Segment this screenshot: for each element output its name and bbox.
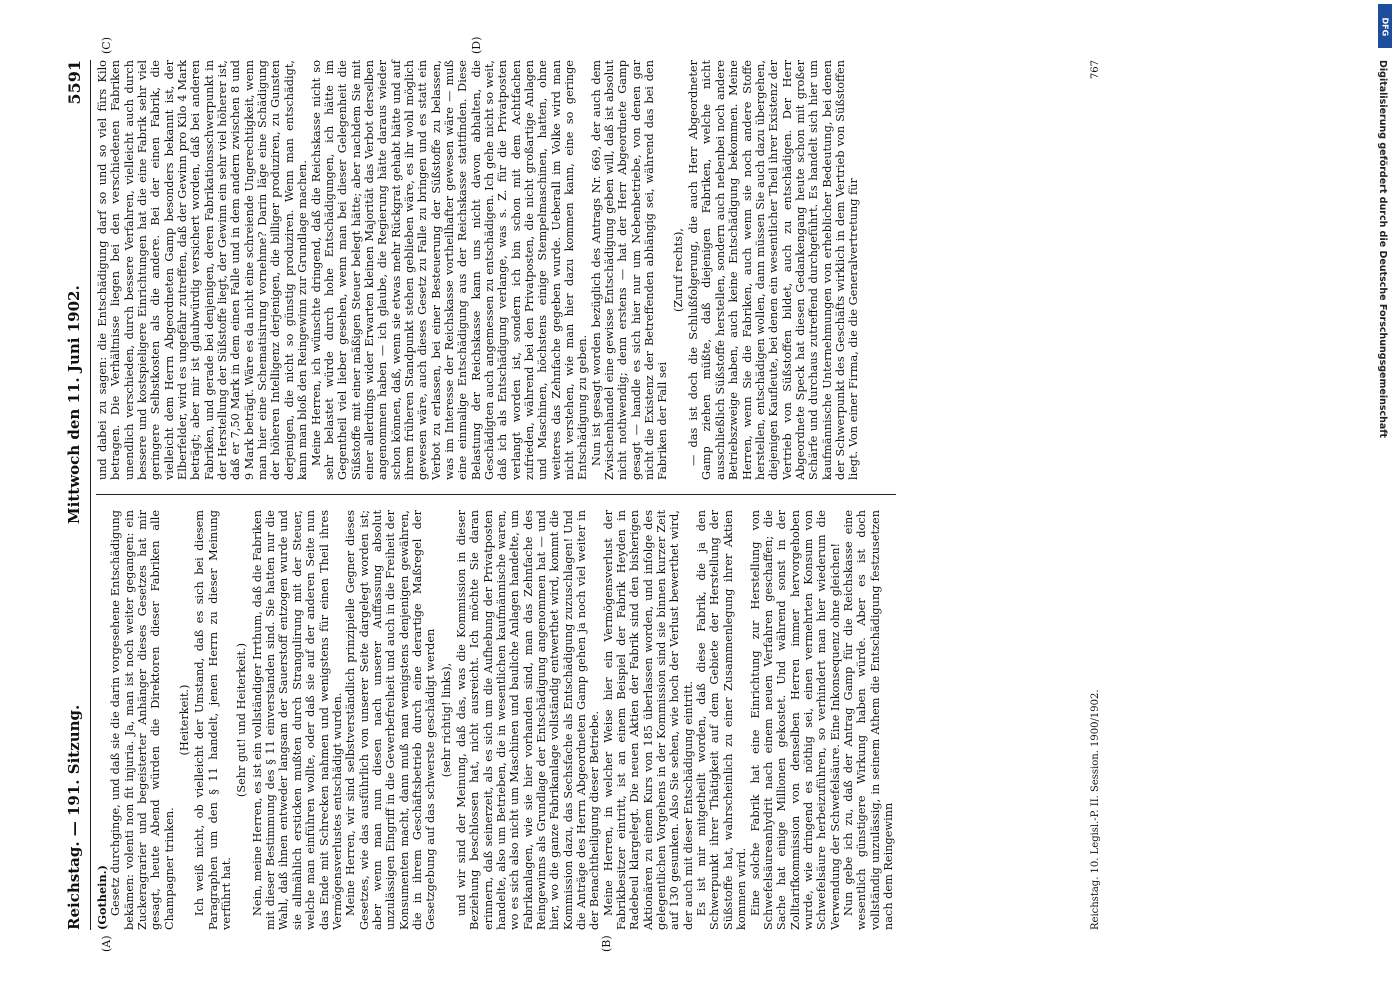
margin-marker-a: (A): [100, 935, 113, 952]
paragraph: Meine Herren, wir sind selbstverständlich prinzipielle Gegner dieses Gesetzes, wie das ausführlich von unserer Seite dargelegt worden ist; aber wenn man nun diesen nach unserer Auffassung absolut unzulässigen Eingriff in die Gewerbefreiheit und auch in die Freiheit der Konsumenten macht, dann muß man wenigstens denjenigen gewähren, die in ihrem Geschäftsbetrieb durch eine derartige Maßregel der Gesetzgebung auf das schwerste geschädigt werden: [344, 510, 438, 930]
paragraph: Nein, meine Herren, es ist ein vollständiger Irrthum, daß die Fabriken mit dieser Bestimmung des § 11 einverstanden sind. Sie hatten nur die Wahl, daß ihnen entweder langsam der Sauerstoff entzogen wurde und sie allmählich ersticken mußten durch Strangulirung mit der Steuer, welche man einführen wollte, oder daß sie auf der anderen Seite nun das Ende mit Schrecken nahmen und wenigstens für einen Theil ihres Vermögensverlustes entschädigt wurden.: [250, 510, 344, 930]
footer-number: 767: [1090, 60, 1101, 80]
paragraph: Meine Herren, in welcher Weise hier ein Vermögensverlust der Fabrikbesitzer eintritt, ist an einem Beispiel der Fabrik Heyden in Radebeul klargelegt. Die neuen Aktien der Fabrik sind den bisherigen Aktionären zu einem Kurs von 185 überlassen worden, und infolge des gelegentlichen Vorgehens in der Kommission sind sie binnen kurzer Zeit auf 130 gesunken. Also Sie sehen, wie hoch der Verlust bewerthet wird, der auch mit dieser Entschädigung eintritt.: [601, 510, 695, 930]
margin-marker-d: (D): [470, 36, 483, 54]
footer-session: Reichstag. 10. Legisl.-P. II. Session. 1900/1902.: [1090, 689, 1101, 930]
interjection: (Sehr gut! und Heiterkeit.): [235, 642, 249, 798]
paragraph: und dabei zu sagen: die Entschädigung darf so und so viel fürs Kilo betragen. Die Verhältnisse liegen bei den verschiedenen Fabriken unendlich verschieden, durch bessere Verfahren, vielleicht auch durch bessere und kostspieligere Einrichtungen hat die eine Fabrik sehr viel geringere Selbstkosten als die andere. Bei der einen Fabrik, die vielleicht dem Herrn Abgeordneten Gamp besonders bekannt ist, der Elberfelder, wird es ungefähr zutreffen, daß der Gewinn pro Kilo 4 Mark beträgt; aber mir ist glaubwürdig versichert worden, daß bei anderen Fabriken, und gerade bei denjenigen, deren Fabrikationsschwerpunkt in der Herstellung der Süßstoffe liegt, der Gewinn ein sehr viel höherer ist, daß er 7,50 Mark in dem einen Falle und in dem andern zwischen 8 und 9 Mark beträgt. Wäre es da nicht eine schreiende Ungerechtigkeit, wenn man hier eine Schematisirung vornehme? Darin läge eine Schädigung der höheren Intelligenz derjenigen, die billiger produziren, zu Gunsten derjenigen, die nicht so günstig produziren. Wenn man entschädigt, kann man bloß den Reingewinn zur Grundlage machen.: [96, 60, 310, 480]
left-column: [96, 510, 895, 930]
header-rule: [90, 60, 91, 930]
header-date: Mittwoch den 11. Juni 1902.: [65, 285, 83, 524]
margin-marker-b: (B): [600, 935, 613, 952]
paragraph: Eine solche Fabrik hat eine Einrichtung zur Herstellung von Schwefelsäureanhydrit nach einem neuen Verfahren geschaffen; die Sache hat einige Millionen gekostet. Und während sonst in der Zolltarifkommission von denselben Herren immer hervorgehoben wurde, wie dringend es nöthig sei, einen vermehrten Konsum von Schwefelsäure herbeizuführen, so verhindert man hier wiederum die Verwendung der Schwefelsäure. Eine Inkonsequenz ohne gleichen!: [748, 510, 842, 930]
header-left: Reichstag. — 191. Sitzung.: [65, 704, 83, 930]
column-divider: [96, 494, 896, 495]
paragraph: Ich weiß nicht, ob vielleicht der Umstand, daß es sich bei diesem Paragraphen um den § 11 handelt, jenen Herrn zu dieser Meinung verführt hat.: [193, 510, 234, 930]
page-number: 5591: [64, 60, 84, 105]
dfg-logo-text: DFG: [1380, 17, 1390, 37]
margin-marker-c: (C): [100, 37, 113, 54]
paragraph: Meine Herren, ich wünschte dringend, daß die Reichskasse nicht so sehr belastet würde durch hohe Entschädigungen, ich hätte im Gegentheil viel lieber gesehen, wenn man bei dieser Gelegenheit die Süßstoffe mit einer mäßigen Steuer belegt hätte; aber nachdem Sie mit einer allerdings wider Erwarten kleinen Majorität das Verbot derselben angenommen haben — ich glaube, die Regierung hätte daraus wieder schon können, daß, wenn sie etwas mehr Rückgrat gehabt hätte und auf ihrem früheren Standpunkt stehen geblieben wäre, es ihr wohl möglich gewesen wäre, auch dieses Gesetz zu Falle zu bringen und es statt ein Verbot zu erlassen, bei einer Besteuerung der Süßstoffe zu belassen, was im Interesse der Reichskasse vortheilhafter gewesen wäre — muß eine einmalige Entschädigung aus der Reichskasse stattfinden. Diese Belastung der Reichskasse kann uns nicht davon abhalten, die Geschädigten auch angemessen zu entschädigen. Ich gehe nicht so weit, daß ich als Entschädigung verlange, was s. Z. für die Privatposten verlangt worden ist, sondern ich bin schon mit dem Achtfachen zufrieden, während bei den Privatposten, die nicht großartige Anlagen und Maschinen, höchstens einige Stempelmaschinen, hatten, ohne weiteres das Zehnfache gegeben wurde. Ueberall im Volke wird man nicht verstehen, wie man hier dazu kommen kann, eine so geringe Entschädigung zu geben.: [309, 60, 590, 480]
paragraph: — das ist doch die Schlußfolgerung, die auch Herr Abgeordneter Gamp ziehen müßte, daß diejenigen Fabriken, welche nicht ausschließlich Süßstoffe herstellen, sondern auch nebenbei noch andere Betriebszweige haben, auch keine Entschädigung bekommen. Meine Herren, wenn Sie die Fabriken, auch wenn sie noch andere Stoffe herstellen, entschädigen wollen, dann müssen Sie auch dazu übergehen, diejenigen Kaufleute, bei denen ein wesentlicher Theil ihrer Existenz der Vertrieb von Süßstoffen bildet, auch zu entschädigen. Der Herr Abgeordnete Speck hat diesen Gedankengang heute schon mit großer Schärfe und durchaus zutreffend durchgeführt. Es handelt sich hier um kaufmännische Unternehmungen von erheblicher Bedeutung, bei denen der Schwerpunkt des Geschäfts wirklich in dem Vertrieb von Süßstoffen liegt. Von einer Firma, die die Generalvertretung für: [687, 60, 861, 480]
paragraph: Gesetz durchginge, und daß sie die darin vorgesehene Entschädigung bekämen: volenti non fit injuria. Ja, man ist noch weiter gegangen: ein Zuckeragrarier und begeisterter Anhänger dieses Gesetzes hat mir gesagt, heute Abend würden die Direktoren dieser Fabriken alle Champagner trinken.: [109, 510, 176, 930]
right-column: [96, 60, 861, 480]
paragraph: Nun gebe ich zu, daß der Antrag Gamp für die Reichskasse eine wesentlich günstigere Wirkung haben würde. Aber es ist doch vollständig unzulässig, in seinem Athem die Entschädigung festzusetzen nach dem Reingewinn: [841, 510, 895, 930]
interjection: (Zuruf rechts),: [671, 228, 685, 313]
page-header: [60, 60, 88, 930]
digitization-watermark: [1366, 17, 1392, 620]
paragraph: Nun ist gesagt worden bezüglich des Antrags Nr. 669, der auch dem Zwischenhandel eine gewisse Entschädigung geben will, daß ist absolut nicht nothwendig; denn erstens — hat der Herr Abgeordnete Gamp gesagt — handle es sich hier nur um Nebenbetriebe, von denen gar nicht die Existenz der Betreffenden abhängig sei, während das bei den Fabriken der Fall sei: [589, 60, 670, 480]
speaker-name: (Gothein.): [95, 865, 109, 930]
interjection: (sehr richtig! links),: [439, 662, 453, 778]
watermark-text: Digitalisierung gefördert durch die Deutsche Forschungsgemeinschaft: [1377, 60, 1388, 438]
paragraph: Es ist mir mitgetheilt worden, daß diese Fabrik, die ja den Schwerpunkt ihrer Thätigkeit auf dem Gebiete der Herstellung der Süßstoffe hat, wahrscheinlich zu einer Zusammenlegung ihrer Aktien kommen wird.: [695, 510, 749, 930]
interjection: (Heiterkeit.): [178, 684, 192, 756]
paragraph: und wir sind der Meinung, daß das, was die Kommission in dieser Beziehung beschlossen hat, nicht ausreicht. Ich möchte Sie daran erinnern, daß seinerzeit, als es sich um die Aufhebung der Privatposten handelte, also um Betrieben, die in wesentlichen kaufmännische waren, wo es sich also nicht um Maschinen und bauliche Anlagen handelte, um Fabrikanlagen, wie sie hier vorhanden sind, man das Zehnfache des Reingewinns als Grundlage der Entschädigung angenommen hat — und hier, wo die ganze Fabrikanlage vollständig entwerthet wird, kommt die Kommission dazu, das Sechsfache als Entschädigung zuzuschlagen! Und die Anträge des Herrn Abgeordneten Gamp gehen ja noch viel weiter in der Benachtheiligung dieser Betriebe.: [454, 510, 602, 930]
rotated-content: [60, 36, 1110, 952]
